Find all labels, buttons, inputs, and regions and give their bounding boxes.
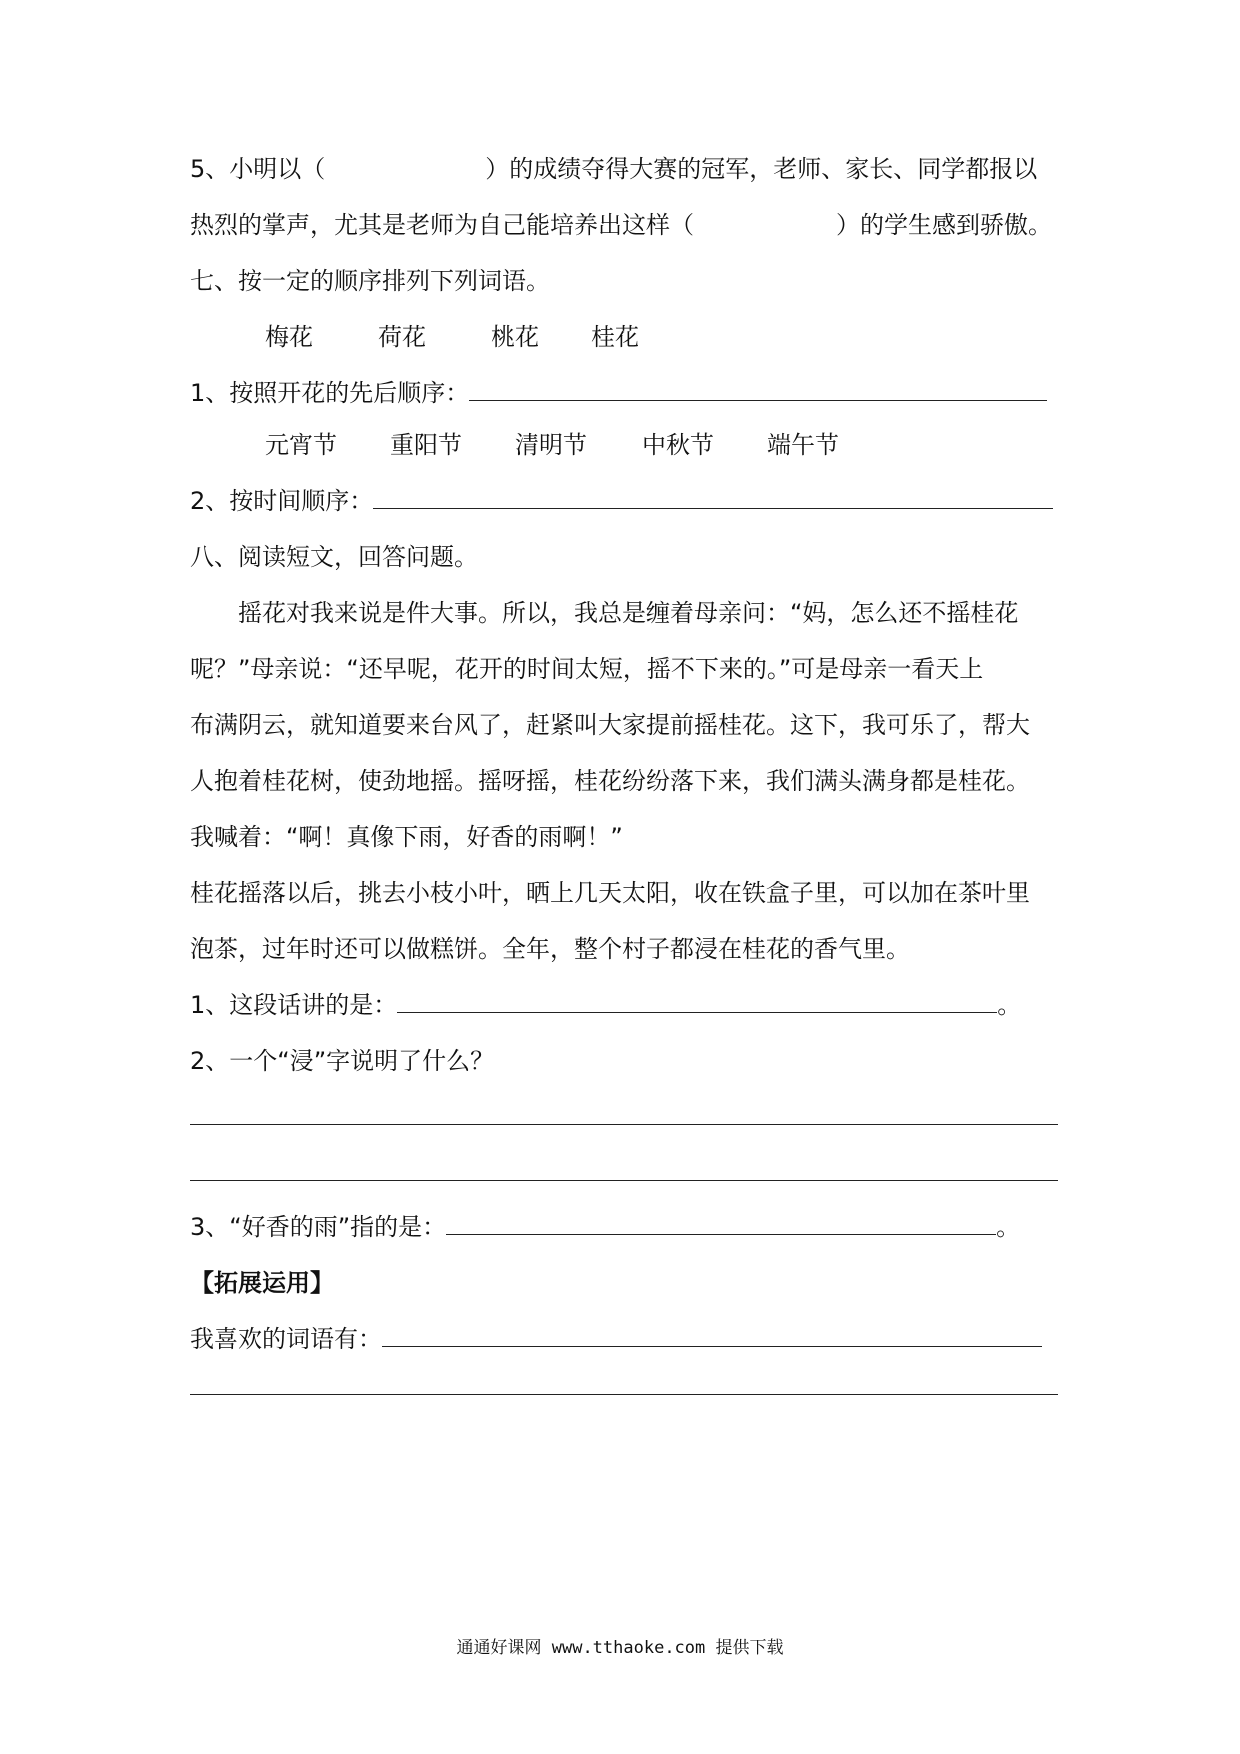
- festival-word: 端午节: [767, 431, 839, 459]
- section-8-q1-answer-line[interactable]: [397, 990, 997, 1013]
- section-7-q2-label: 2、按时间顺序：: [190, 487, 374, 515]
- extension-prompt: [190, 1322, 1060, 1356]
- extension-answer-line-1[interactable]: [382, 1324, 1042, 1347]
- section-7-q1: [190, 376, 1060, 410]
- flower-word: 荷花: [378, 323, 426, 351]
- flower-word-list: [265, 320, 639, 354]
- section-8-q3-answer-line[interactable]: [446, 1212, 996, 1235]
- passage-line: 摇花对我来说是件大事。所以，我总是缠着母亲问：“妈，怎么还不摇桂花: [238, 599, 1019, 627]
- footer-credit: 通通好课网 www.tthaoke.com 提供下载: [456, 1638, 784, 1658]
- section-8-q3: [190, 1210, 1060, 1244]
- festival-word-list: [265, 428, 839, 462]
- section-7-heading: 七、按一定的顺序排列下列词语。: [190, 267, 550, 295]
- section-8-q2-answer-line-2[interactable]: [190, 1180, 1058, 1181]
- flower-word: 桂花: [591, 323, 639, 351]
- section-7-q2: [190, 484, 1060, 518]
- q5-text-b: ）的成绩夺得大赛的冠军，老师、家长、同学都报以: [485, 155, 1038, 183]
- passage-line: 布满阴云，就知道要来台风了，赶紧叫大家提前摇桂花。这下，我可乐了，帮大: [190, 711, 1030, 739]
- section-7-q1-answer-line[interactable]: [469, 378, 1047, 401]
- section-7-q2-answer-line[interactable]: [373, 486, 1053, 509]
- flower-word: 桃花: [491, 323, 539, 351]
- q5-line-2: [190, 208, 1060, 242]
- section-8-q1-label: 1、这段话讲的是：: [190, 991, 398, 1019]
- q5-text-d: ）的学生感到骄傲。: [836, 211, 1052, 239]
- passage-line: 桂花摇落以后，挑去小枝小叶，晒上几天太阳，收在铁盒子里，可以加在茶叶里: [190, 879, 1030, 907]
- q5-text-c: 热烈的掌声，尤其是老师为自己能培养出这样（: [190, 211, 694, 239]
- festival-word: 中秋节: [642, 431, 714, 459]
- passage-line: 我喊着：“啊！真像下雨，好香的雨啊！”: [190, 823, 623, 851]
- passage-line: 呢？”母亲说：“还早呢，花开的时间太短，摇不下来的。”可是母亲一看天上: [190, 655, 984, 683]
- section-8-q2-label: 2、一个“浸”字说明了什么？: [190, 1047, 495, 1075]
- flower-word: 梅花: [265, 323, 313, 351]
- section-8-heading: 八、阅读短文，回答问题。: [190, 543, 478, 571]
- section-8-q3-label: 3、“好香的雨”指的是：: [190, 1213, 447, 1241]
- section-8-q3-end: 。: [996, 1213, 1021, 1241]
- festival-word: 重阳节: [390, 431, 462, 459]
- passage-line: 泡茶，过年时还可以做糕饼。全年，整个村子都浸在桂花的香气里。: [190, 935, 910, 963]
- extension-answer-line-2[interactable]: [190, 1394, 1058, 1395]
- q5-line-1: [190, 152, 1060, 186]
- extension-label: 我喜欢的词语有：: [190, 1325, 382, 1353]
- extension-heading: 【拓展运用】: [190, 1269, 334, 1297]
- q5-text-a: 5、小明以（: [190, 155, 326, 183]
- section-8-q1: [190, 988, 1060, 1022]
- section-7-q1-label: 1、按照开花的先后顺序：: [190, 379, 470, 407]
- festival-word: 元宵节: [265, 431, 337, 459]
- section-8-q2-answer-line-1[interactable]: [190, 1124, 1058, 1125]
- section-8-q1-end: 。: [997, 991, 1022, 1019]
- festival-word: 清明节: [515, 431, 587, 459]
- passage-line: 人抱着桂花树，使劲地摇。摇呀摇，桂花纷纷落下来，我们满头满身都是桂花。: [190, 767, 1030, 795]
